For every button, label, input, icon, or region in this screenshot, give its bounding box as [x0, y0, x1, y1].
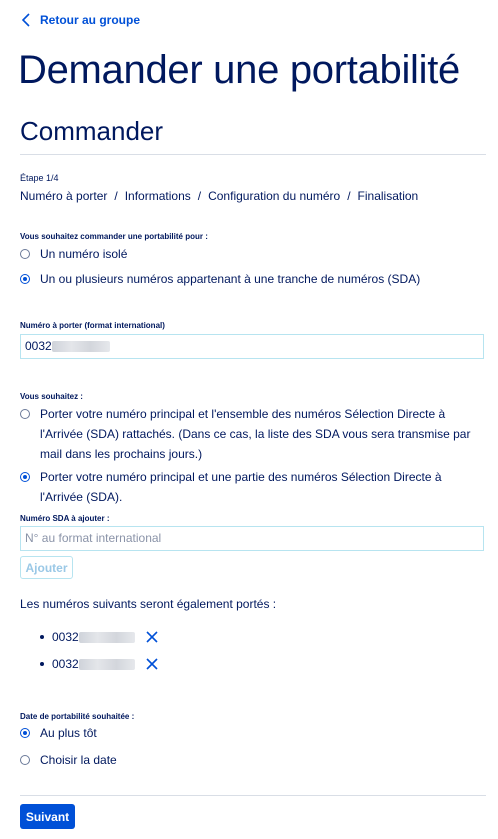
back-to-group-link[interactable] [20, 13, 140, 27]
radio-as-soon-as-possible[interactable]: Au plus tôt [20, 723, 486, 743]
next-button[interactable]: Suivant [20, 804, 75, 829]
chevron-left-icon [20, 13, 32, 27]
close-icon[interactable] [145, 657, 159, 671]
ported-numbers-intro: Les numéros suivants seront également portés : [20, 597, 277, 611]
close-icon[interactable] [145, 630, 159, 644]
section-title: Commander [20, 116, 164, 146]
radio-all-sda[interactable]: Porter votre numéro principal et l'ensemble des numéros Sélection Directe à l'Arrivée (SDA) rattachés. (Dans ce cas, la liste des SDA vous sera transmise par mail dans les prochains jours.) [20, 404, 486, 464]
redacted-digits [52, 341, 110, 352]
sda-number-input[interactable]: N° au format international [20, 526, 484, 551]
bullet [40, 662, 44, 666]
add-sda-button[interactable]: Ajouter [20, 556, 73, 579]
divider [20, 795, 486, 796]
radio-button-checked[interactable] [20, 728, 30, 738]
step-number-to-port: Numéro à porter [20, 189, 108, 203]
step-breadcrumb: Numéro à porter / Informations / Configuration du numéro / Finalisation [20, 189, 419, 203]
bullet [40, 635, 44, 639]
redacted-digits [79, 659, 135, 670]
step-finalisation: Finalisation [357, 189, 419, 203]
step-number-configuration: Configuration du numéro [208, 189, 341, 203]
radio-partial-sda[interactable]: Porter votre numéro principal et une partie des numéros Sélection Directe à l'Arrivée (SDA). [20, 467, 486, 507]
radio-button[interactable] [20, 249, 30, 259]
redacted-digits [79, 632, 135, 643]
portability-type-label: Vous souhaitez commander une portabilité pour : [20, 232, 208, 241]
radio-button[interactable] [20, 755, 30, 765]
list-item: 0032 [40, 657, 159, 671]
radio-sda-range[interactable]: Un ou plusieurs numéros appartenant à une tranche de numéros (SDA) [20, 269, 486, 289]
page-title: Demander une portabilité [18, 48, 460, 92]
radio-button[interactable] [20, 409, 30, 419]
number-to-port-label: Numéro à porter (format international) [20, 321, 165, 330]
sda-number-label: Numéro SDA à ajouter : [20, 514, 110, 523]
list-item: 0032 [40, 630, 159, 644]
radio-button-checked[interactable] [20, 274, 30, 284]
number-to-port-input[interactable]: 0032 [20, 334, 484, 359]
radio-button-checked[interactable] [20, 472, 30, 482]
radio-choose-date[interactable]: Choisir la date [20, 750, 486, 770]
scope-question-label: Vous souhaitez : [20, 392, 83, 401]
step-information: Informations [124, 189, 191, 203]
radio-single-number[interactable]: Un numéro isolé [20, 244, 486, 264]
divider [20, 154, 486, 155]
back-link-label: Retour au groupe [40, 13, 141, 27]
portability-date-label: Date de portabilité souhaitée : [20, 712, 135, 721]
step-indicator: Étape 1/4 [20, 173, 59, 183]
